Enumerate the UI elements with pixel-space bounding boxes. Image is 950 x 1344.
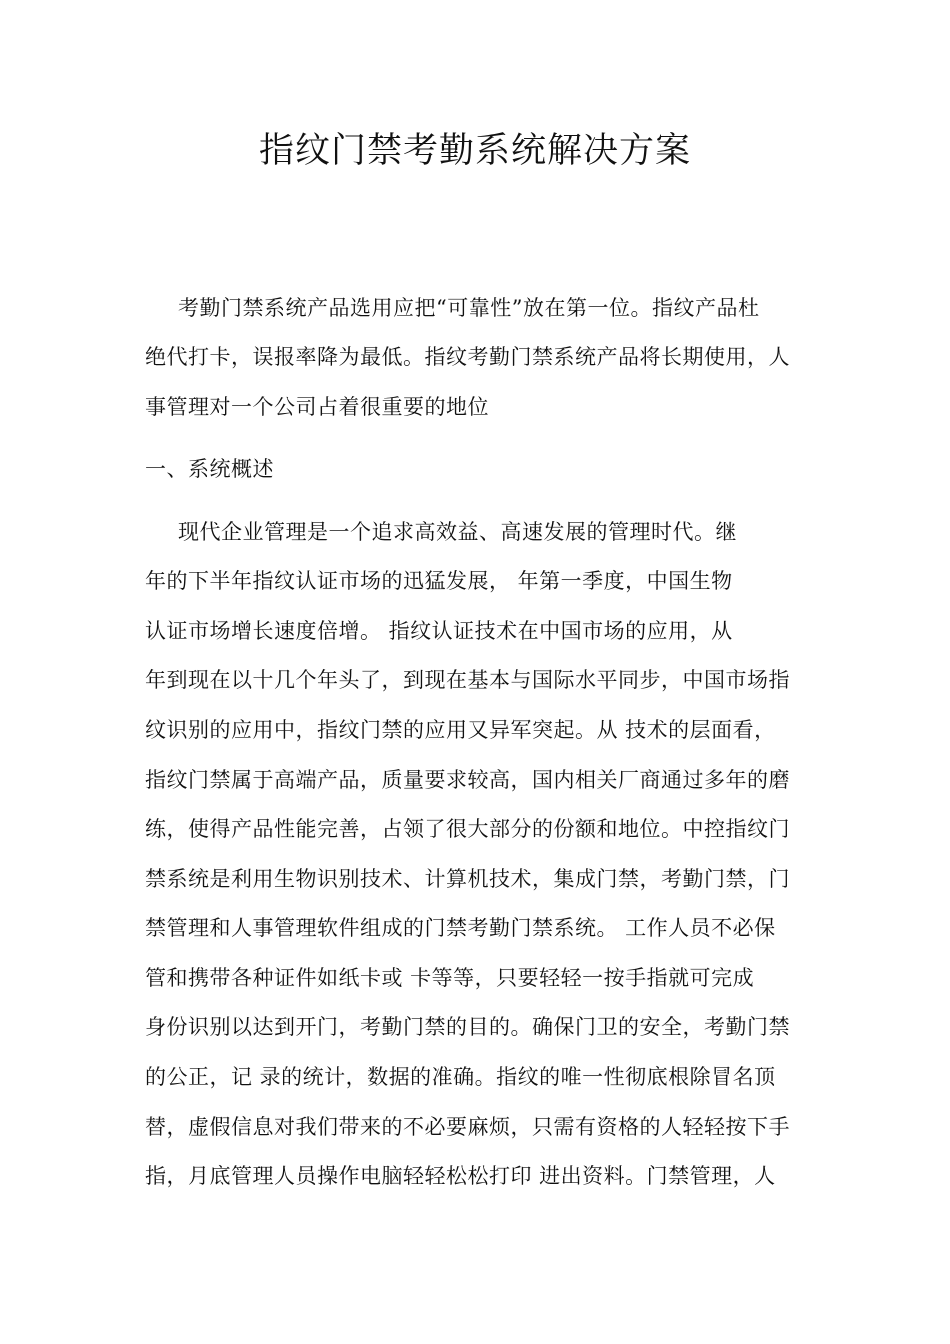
body-line: 替，虚假信息对我们带来的不必要麻烦，只需有资格的人轻轻按下手 <box>145 1115 790 1139</box>
document-title: 指纹门禁考勤系统解决方案 <box>258 131 691 171</box>
body-line: 认证市场增长速度倍增。 指纹认证技术在中国市场的应用，从 <box>145 619 733 643</box>
section-heading: 一、系统概述 <box>145 457 274 481</box>
body-line: 指，月底管理人员操作电脑轻轻松松打印 进出资料。门禁管理，人 <box>145 1164 776 1188</box>
body-line: 年到现在以十几个年头了，到现在基本与国际水平同步，中国市场指 <box>145 668 790 692</box>
body-line: 指纹门禁属于高端产品，质量要求较高，国内相关厂商通过多年的磨 <box>145 768 790 792</box>
intro-line: 绝代打卡，误报率降为最低。指纹考勤门禁系统产品将长期使用，人 <box>145 345 790 369</box>
body-line: 的公正，记 录的统计，数据的准确。指纹的唯一性彻底根除冒名顶 <box>145 1065 776 1089</box>
body-line: 管和携带各种证件如纸卡或 卡等等，只要轻轻一按手指就可完成 <box>145 966 755 990</box>
body-line: 禁管理和人事管理软件组成的门禁考勤门禁系统。 工作人员不必保 <box>145 916 776 940</box>
intro-line: 事管理对一个公司占着很重要的地位 <box>145 395 489 419</box>
intro-line: 考勤门禁系统产品选用应把“可靠性”放在第一位。指纹产品杜 <box>178 296 760 320</box>
body-line: 现代企业管理是一个追求高效益、高速发展的管理时代。继 <box>178 520 737 544</box>
body-line: 身份识别以达到开门，考勤门禁的目的。确保门卫的安全，考勤门禁 <box>145 1015 790 1039</box>
body-line: 禁系统是利用生物识别技术、计算机技术，集成门禁，考勤门禁，门 <box>145 867 790 891</box>
body-line: 年的下半年指纹认证市场的迅猛发展， 年第一季度，中国生物 <box>145 569 733 593</box>
body-line: 纹识别的应用中，指纹门禁的应用又异军突起。从 技术的层面看， <box>145 718 776 742</box>
body-line: 练，使得产品性能完善，占领了很大部分的份额和地位。中控指纹门 <box>145 817 790 841</box>
